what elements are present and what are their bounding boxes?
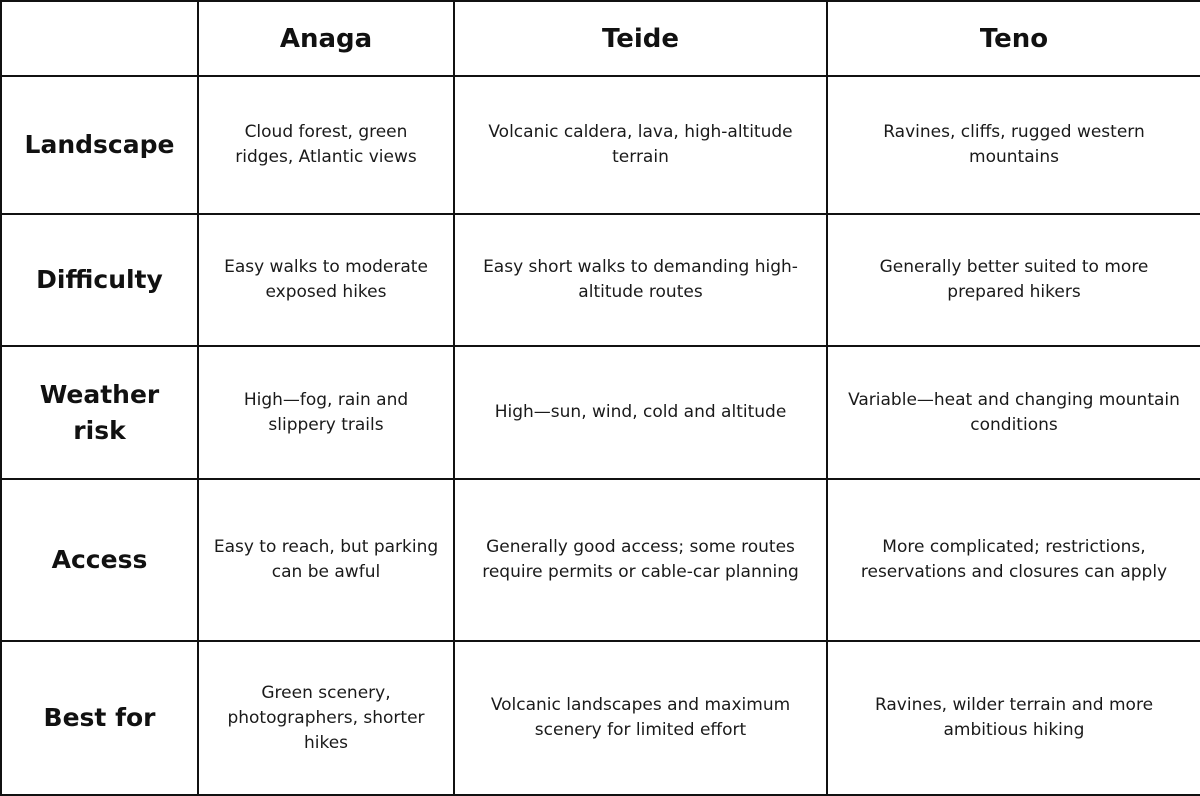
table-row-landscape <box>1 76 1200 214</box>
cell-access-teno: More complicated; restrictions, reservations and closures can apply <box>827 479 1200 641</box>
cell-difficulty-anaga: Easy walks to moderate exposed hikes <box>198 214 454 346</box>
cell-best-for-anaga: Green scenery, photographers, shorter hikes <box>198 641 454 795</box>
row-header-landscape: Landscape <box>1 76 198 214</box>
column-header-teide: Teide <box>454 1 827 76</box>
row-header-access: Access <box>1 479 198 641</box>
cell-landscape-teno: Ravines, cliffs, rugged western mountains <box>827 76 1200 214</box>
cell-landscape-anaga: Cloud forest, green ridges, Atlantic views <box>198 76 454 214</box>
cell-access-anaga: Easy to reach, but parking can be awful <box>198 479 454 641</box>
table-row-access <box>1 479 1200 641</box>
cell-weather-risk-teide: High—sun, wind, cold and altitude <box>454 346 827 479</box>
table-header <box>1 1 1200 76</box>
cell-weather-risk-anaga: High—fog, rain and slippery trails <box>198 346 454 479</box>
table-row-best-for <box>1 641 1200 795</box>
column-header-teno: Teno <box>827 1 1200 76</box>
cell-difficulty-teide: Easy short walks to demanding high-altitude routes <box>454 214 827 346</box>
cell-access-teide: Generally good access; some routes require permits or cable-car planning <box>454 479 827 641</box>
cell-landscape-teide: Volcanic caldera, lava, high-altitude terrain <box>454 76 827 214</box>
table-row-difficulty <box>1 214 1200 346</box>
cell-best-for-teno: Ravines, wilder terrain and more ambitious hiking <box>827 641 1200 795</box>
row-header-difficulty: Difficulty <box>1 214 198 346</box>
table-body <box>1 76 1200 795</box>
corner-cell <box>1 1 198 76</box>
cell-weather-risk-teno: Variable—heat and changing mountain conditions <box>827 346 1200 479</box>
column-header-anaga: Anaga <box>198 1 454 76</box>
header-row <box>1 1 1200 76</box>
row-header-best-for: Best for <box>1 641 198 795</box>
table-row-weather-risk <box>1 346 1200 479</box>
cell-best-for-teide: Volcanic landscapes and maximum scenery for limited effort <box>454 641 827 795</box>
row-header-weather-risk: Weather risk <box>1 346 198 479</box>
cell-difficulty-teno: Generally better suited to more prepared hikers <box>827 214 1200 346</box>
